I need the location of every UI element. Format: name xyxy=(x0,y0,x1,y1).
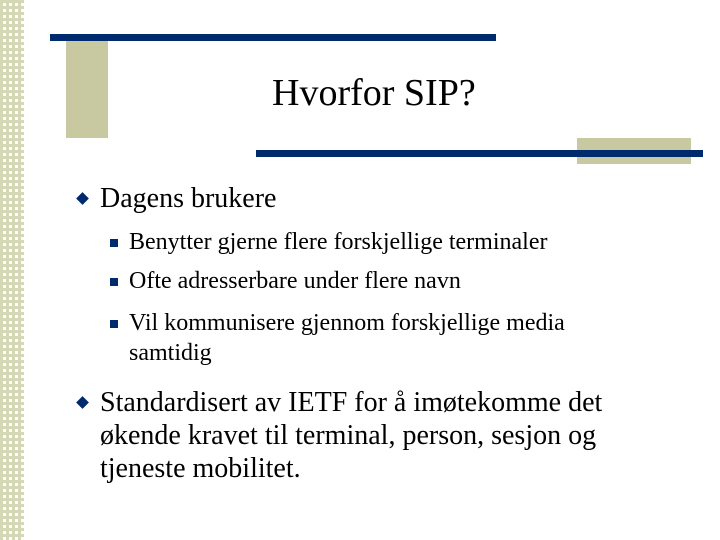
bullet-item xyxy=(78,386,602,485)
square-bullet-icon xyxy=(110,278,118,286)
bullet-text: Dagens brukere xyxy=(100,183,277,214)
diamond-bullet-icon xyxy=(76,192,89,205)
sub-bullet-line: Ofte adresserbare under flere navn xyxy=(129,268,461,294)
sub-bullet-item xyxy=(110,227,670,257)
decorative-line-top xyxy=(50,34,496,41)
bullet-item xyxy=(78,182,276,215)
bullet-line: økende kravet til terminal, person, sesjon og xyxy=(100,420,597,451)
sub-bullet-item xyxy=(110,308,670,368)
bullet-line: Standardisert av IETF for å imøtekomme det xyxy=(100,387,603,418)
square-bullet-icon xyxy=(110,239,118,247)
sub-bullet-item xyxy=(110,266,670,296)
bullet-line: tjeneste mobilitet. xyxy=(100,453,301,484)
diamond-bullet-icon xyxy=(76,396,89,409)
decorative-line-bottom xyxy=(256,150,703,157)
sub-bullet-line: Benytter gjerne flere forskjellige terminaler xyxy=(129,229,548,255)
decorative-checker-strip xyxy=(0,0,24,540)
sub-bullet-line: Vil kommunisere gjennom forskjellige media xyxy=(129,310,565,336)
sub-bullet-line: samtidig xyxy=(129,340,212,366)
square-bullet-icon xyxy=(110,320,118,328)
decorative-box-top xyxy=(66,38,108,138)
slide-title: Hvorfor SIP? xyxy=(272,72,476,114)
